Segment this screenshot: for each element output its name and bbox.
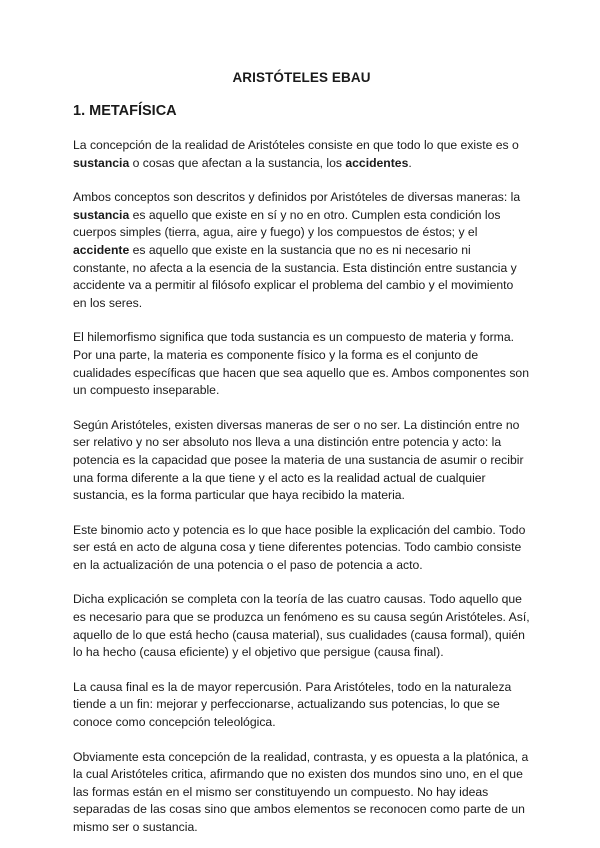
paragraph-2 — [73, 189, 530, 312]
paragraph-2-text-3: es aquello que existe en la sustancia que no es ni necesario ni constante, no afecta a la esencia de la sustancia. Esta distinción entre sustancia y accidente va a permitir al filósofo explicar el problema del cambio y el movimiento en los seres. — [73, 242, 517, 310]
paragraph-1-text-1: La concepción de la realidad de Aristóteles consiste en que todo lo que existe es o — [73, 138, 519, 152]
term-sustancia: sustancia — [73, 155, 130, 170]
paragraph-2-text-1: Ambos conceptos son descritos y definidos por Aristóteles de diversas maneras: la — [73, 190, 521, 205]
paragraph-3: El hilemorfismo significa que toda sustancia es un compuesto de materia y forma. Por una parte, la materia es componente físico y la forma es el conjunto de cualidades específicas que hacen que sea aquello que es. Ambos componentes son un compuesto inseparable. — [73, 330, 529, 398]
section-heading: 1. METAFÍSICA — [73, 103, 177, 119]
term-sustancia: sustancia — [73, 207, 130, 222]
paragraph-2-text-2: es aquello que existe en sí y no en otro. Cumplen esta condición los cuerpos simples (tierra, agua, aire y fuego) y los compuestos de éstos; y el — [73, 207, 501, 240]
paragraph-5: Este binomio acto y potencia es lo que hace posible la explicación del cambio. Todo ser está en acto de alguna cosa y tiene diferentes potencias. Todo cambio consiste en la actualización de una potencia o el paso de potencia a acto. — [73, 522, 526, 572]
document-title: ARISTÓTELES EBAU — [232, 70, 371, 85]
term-accidentes: accidentes — [345, 155, 409, 170]
paragraph-1-text-3: . — [408, 155, 412, 170]
paragraph-1-text-2: o cosas que afectan a la sustancia, los — [129, 155, 346, 170]
paragraph-6: Dicha explicación se completa con la teoría de las cuatro causas. Todo aquello que es necesario para que se produzca un fenómeno es su causa según Aristóteles. Así, aquello de lo que está hecho (causa material), sus cualidades (causa formal), quién lo ha hecho (causa eficiente) y el objetivo que persigue (causa final). — [73, 592, 530, 660]
paragraph-4: Según Aristóteles, existen diversas maneras de ser o no ser. La distinción entre no ser relativo y no ser absoluto nos lleva a una distinción entre potencia y acto: la potencia es la capacidad que posee la materia de una sustancia de asumir o recibir una forma diferente a la que tiene y el acto es la realidad actual de cualquier sustancia, es la forma particular que haya recibido la materia. — [73, 417, 524, 503]
paragraph-8: Obviamente esta concepción de la realidad, contrasta, y es opuesta a la platónica, a la cual Aristóteles critica, afirmando que no existen dos mundos sino uno, en el que las formas están en el mismo ser constituyendo un compuesto. No hay ideas separadas de las cosas sino que ambos elementos se reconocen como parte de un mismo ser o sustancia. — [73, 749, 529, 834]
term-accidente: accidente — [73, 242, 130, 257]
paragraph-7: La causa final es la de mayor repercusión. Para Aristóteles, todo en la naturaleza tiende a un fin: mejorar y perfeccionarse, actualizando sus potencias, lo que se conoce como concepción teleológica. — [73, 679, 512, 730]
paragraph-1 — [73, 137, 530, 172]
